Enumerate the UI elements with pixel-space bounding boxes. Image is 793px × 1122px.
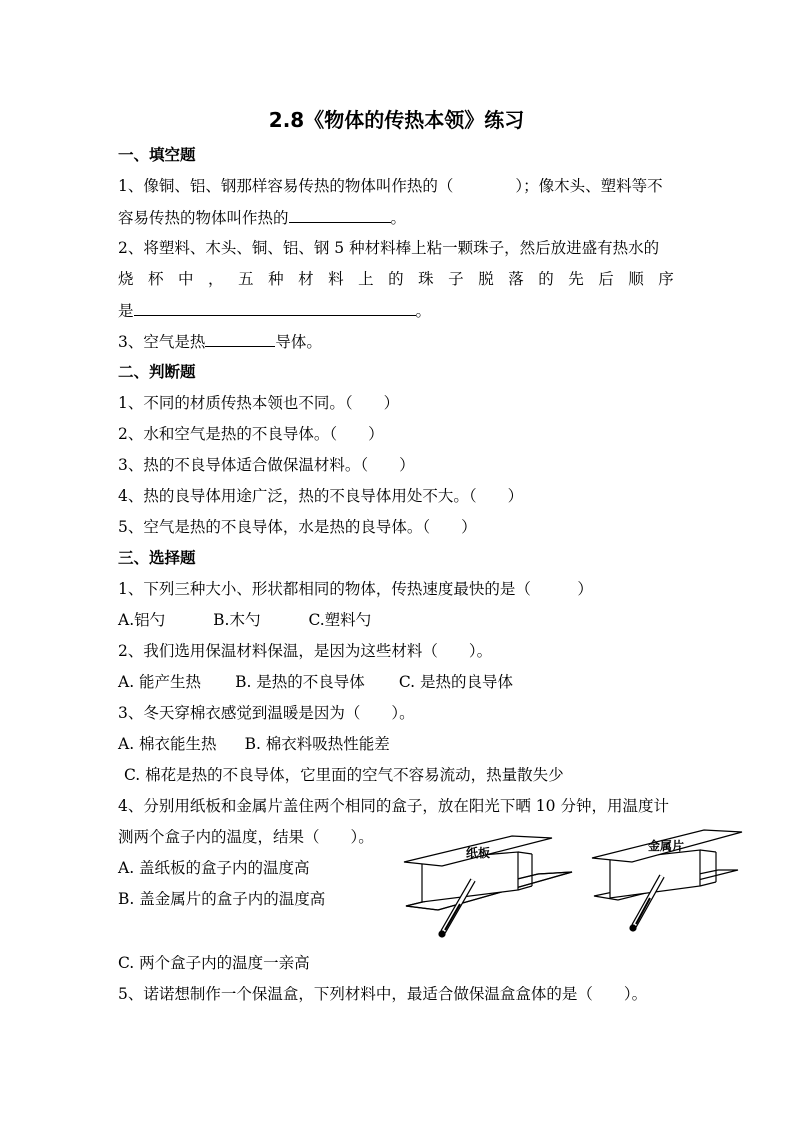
justified-char: 子 xyxy=(448,270,464,288)
fill-blank[interactable] xyxy=(134,300,416,316)
choice-q3-options xyxy=(118,734,390,754)
option[interactable]: C. 是热的良导体 xyxy=(398,673,513,691)
fill-blank[interactable] xyxy=(289,207,391,223)
choice-q4-line1: 4、分别用纸板和金属片盖住两个相同的盒子，放在阳光下晒 10 分钟，用温度计 xyxy=(118,797,669,815)
figure-label-left: 纸板 xyxy=(466,846,491,860)
section-judge-heading: 二、判断题 xyxy=(118,363,196,381)
justified-char: 脱 xyxy=(478,270,494,288)
option[interactable]: C. 两个盒子内的温度一亲高 xyxy=(118,954,310,972)
justified-char: 种 xyxy=(268,270,284,288)
fill-q1-line1: 1、像铜、铝、钢那样容易传热的物体叫作热的（ ）；像木头、塑料等不 xyxy=(118,177,663,195)
experiment-figure xyxy=(400,826,745,946)
justified-char: 的 xyxy=(388,270,404,288)
figure-label-right: 金属片 xyxy=(648,839,685,853)
choice-q4-line2: 测两个盒子内的温度，结果（ ）。 xyxy=(118,828,374,846)
judge-item: 3、热的不良导体适合做保温材料。（ ） xyxy=(118,456,415,474)
choice-q3: 3、冬天穿棉衣感觉到温暖是因为（ ）。 xyxy=(118,704,415,722)
option[interactable]: C. 棉花是热的不良导体，它里面的空气不容易流动，热量散失少 xyxy=(124,766,564,784)
justified-char: 五 xyxy=(238,270,254,288)
option[interactable]: A. 盖纸板的盒子内的温度高 xyxy=(118,859,310,877)
section-fill-heading: 一、填空题 xyxy=(118,146,196,164)
choice-q1-options xyxy=(118,610,371,630)
judge-item: 4、热的良导体用途广泛，热的不良导体用处不大。（ ） xyxy=(118,487,524,505)
judge-item: 2、水和空气是热的不良导体。（ ） xyxy=(118,425,384,443)
justified-char: 中 xyxy=(178,270,194,288)
justified-char: 料 xyxy=(328,270,344,288)
option[interactable]: A.铝勺 xyxy=(118,611,166,629)
option[interactable]: B. 棉衣料吸热性能差 xyxy=(244,735,390,753)
justified-char: 顺 xyxy=(628,270,644,288)
page-title: 2.8《物体的传热本领》练习 xyxy=(268,108,525,132)
judge-item: 5、空气是热的不良导体，水是热的良导体。（ ） xyxy=(118,518,477,536)
justified-char: 杯 xyxy=(148,270,164,288)
justified-char: 的 xyxy=(538,270,554,288)
option[interactable]: B.木勺 xyxy=(213,611,261,629)
option[interactable]: C.塑料勺 xyxy=(308,611,372,629)
justified-char: 上 xyxy=(358,270,374,288)
choice-q1: 1、下列三种大小、形状都相同的物体，传热速度最快的是（ ） xyxy=(118,580,593,598)
justified-char: ， xyxy=(208,270,224,288)
fill-q3: 3、空气是热 导体。 xyxy=(118,333,322,351)
option[interactable]: A. 能产生热 xyxy=(118,673,202,691)
fill-blank[interactable] xyxy=(205,331,275,347)
justified-char: 烧 xyxy=(118,270,134,288)
justified-char: 材 xyxy=(298,270,314,288)
choice-q2-options xyxy=(118,672,513,692)
justified-char: 先 xyxy=(568,270,584,288)
option[interactable]: A. 棉衣能生热 xyxy=(118,735,217,753)
section-choice-heading: 三、选择题 xyxy=(118,549,196,567)
justified-char: 落 xyxy=(508,270,524,288)
fill-q2-line1: 2、将塑料、木头、铜、铝、钢 5 种材料棒上粘一颗珠子，然后放进盛有热水的 xyxy=(118,239,660,257)
option[interactable]: B. 盖金属片的盒子内的温度高 xyxy=(118,890,326,908)
choice-q2: 2、我们选用保温材料保温，是因为这些材料（ ）。 xyxy=(118,642,493,660)
justified-char: 珠 xyxy=(418,270,434,288)
fill-q1-line2: 容易传热的物体叫作热的 。 xyxy=(118,209,407,227)
choice-q5: 5、诺诺想制作一个保温盒，下列材料中，最适合做保温盒盒体的是（ ）。 xyxy=(118,985,648,1003)
fill-q2-line3: 是 。 xyxy=(118,302,432,320)
option[interactable]: B. 是热的不良导体 xyxy=(235,673,365,691)
fill-q2-line2 xyxy=(118,269,674,289)
justified-char: 序 xyxy=(658,270,674,288)
justified-char: 后 xyxy=(598,270,614,288)
judge-item: 1、不同的材质传热本领也不同。（ ） xyxy=(118,394,400,412)
